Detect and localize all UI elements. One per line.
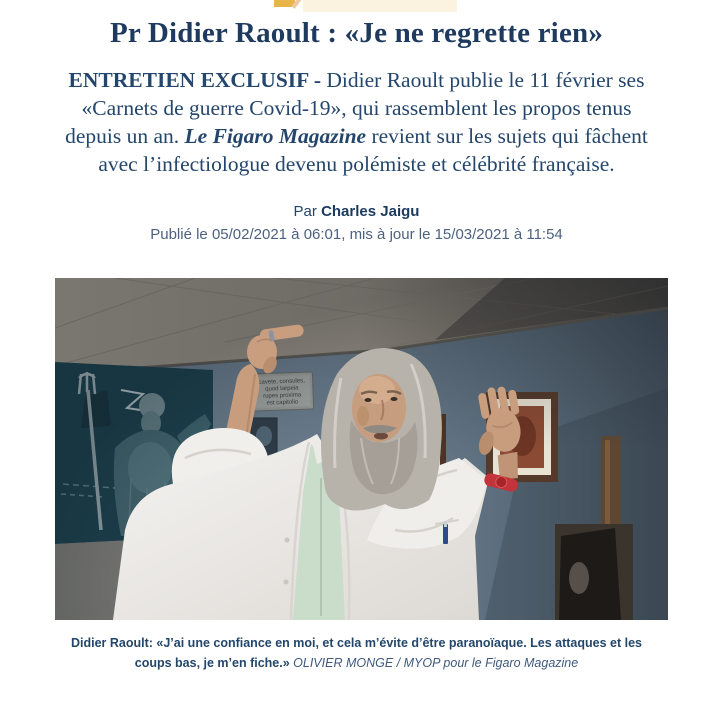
standfirst-text-2: revient sur les sujets qui fâchent avec l’infectiologue devenu polémiste et célébrité française. (98, 124, 648, 177)
byline-prefix: Par (293, 203, 322, 221)
article-title: Pr Didier Raoult : «Je ne regrette rien» (109, 17, 604, 49)
caption-credit: OLIVIER MONGE / MYOP pour le Figaro Magazine (289, 655, 579, 670)
author-link[interactable]: Charles Jaigu (321, 203, 420, 221)
article-figure (0, 278, 713, 673)
magazine-name: Le Figaro Magazine (184, 124, 367, 149)
kicker-label: ENTRETIEN EXCLUSIF - (68, 68, 322, 93)
photo-caption (54, 634, 660, 673)
premium-label-cutoff[interactable] (303, 0, 457, 12)
raoult-head (321, 348, 442, 511)
caption-quote: Didier Raoult: «J’ai une confiance en moi, et cela m’évite d’être paranoïaque. Les attaques et les coups bas, je m’en fiche.» (70, 636, 642, 670)
byline (0, 203, 713, 220)
article-standfirst (55, 66, 659, 178)
dateline: Publié le 05/02/2021 à 06:01, mis à jour le 15/03/2021 à 11:54 (150, 226, 563, 244)
standfirst-text-1: Didier Raoult publie le 11 février ses «Carnets de guerre Covid-19», qui rassemblent les propos tenus depuis un an. (65, 68, 645, 149)
article-photo (55, 278, 668, 620)
